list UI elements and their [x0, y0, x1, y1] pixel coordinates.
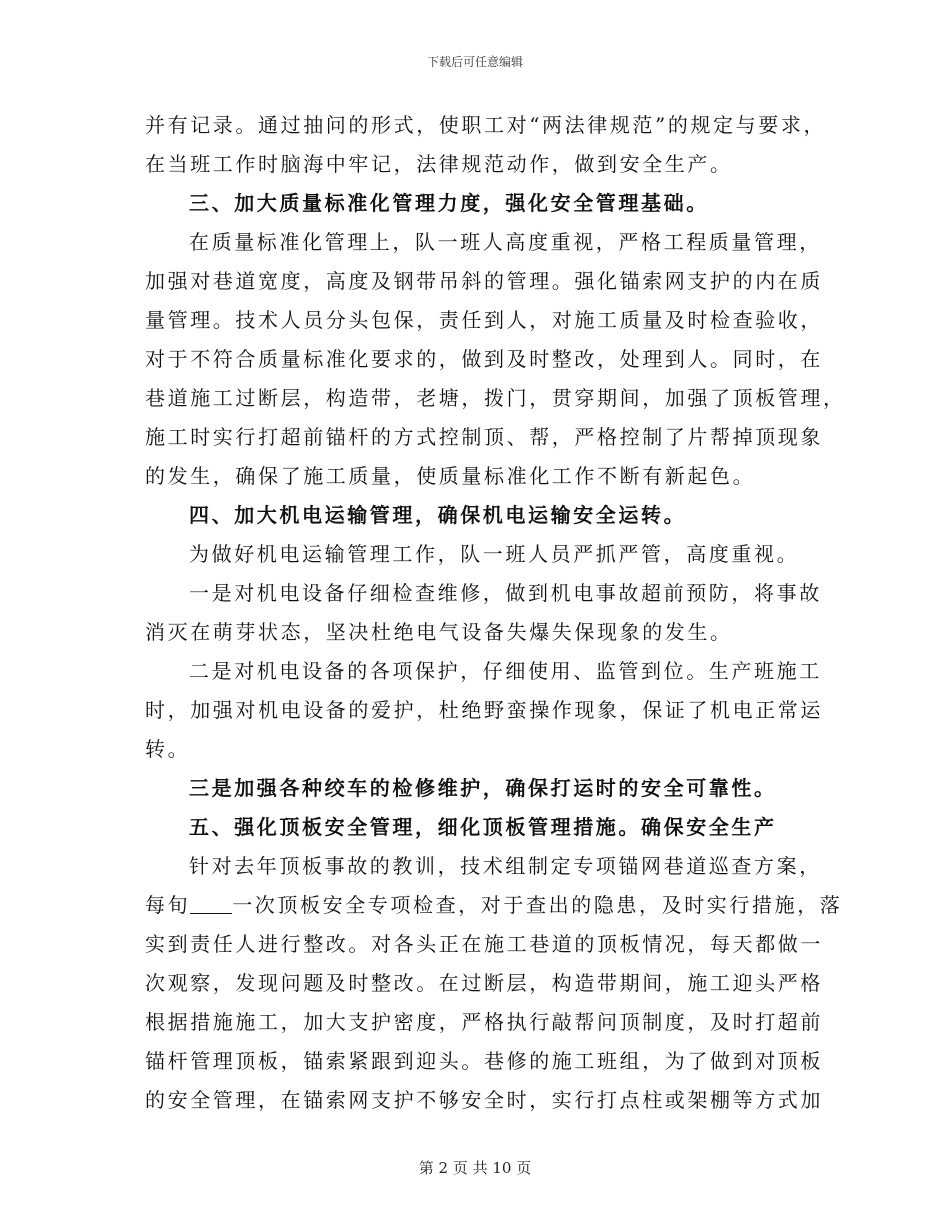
text-fragment: 一次顶板安全专项检查，对于查出的隐患，及时实行措施，落: [232, 893, 843, 917]
text-line: 为做好机电运输管理工作，队一班人员严抓严管，高度重视。: [189, 542, 800, 566]
text-line: 的安全管理，在锚索网支护不够安全时，实行打点柱或架棚等方式加: [145, 1088, 823, 1112]
section-heading: 五、强化顶板安全管理，细化顶板管理措施。确保安全生产: [189, 815, 777, 839]
text-line: 并有记录。通过抽问的形式，使职工对“两法律规范”的规定与要求，: [145, 113, 827, 137]
text-line: 巷道施工过断层，构造带，老塘，拨门，贯穿期间，加强了顶板管理，: [145, 386, 846, 410]
text-line: 在质量标准化管理上，队一班人高度重视，严格工程质量管理，: [189, 230, 822, 254]
text-line: 消灭在萌芽状态，坚决杜绝电气设备失爆失保现象的发生。: [145, 620, 733, 644]
section-heading: 三、加大质量标准化管理力度，强化安全管理基础。: [189, 191, 709, 215]
text-line: 时，加强对机电设备的爱护，杜绝野蛮操作现象，保证了机电正常运: [145, 698, 823, 722]
text-line: 在当班工作时脑海中牢记，法律规范动作，做到安全生产。: [145, 152, 733, 176]
text-line: 二是对机电设备的各项保护，仔细使用、监管到位。生产班施工: [189, 659, 822, 683]
text-line: 加强对巷道宽度，高度及钢带吊斜的管理。强化锚索网支护的内在质: [145, 269, 823, 293]
text-line: 针对去年顶板事故的教训，技术组制定专项锚网巷道巡查方案，: [189, 854, 822, 878]
text-line: 对于不符合质量标准化要求的，做到及时整改，处理到人。同时，在: [145, 347, 823, 371]
text-line: 次观察，发现问题及时整改。在过断层，构造带期间，施工迎头严格: [145, 971, 823, 995]
page-header: 下载后可任意编辑: [426, 55, 523, 69]
section-heading: 三是加强各种绞车的检修维护，确保打运时的安全可靠性。: [189, 776, 777, 800]
fill-in-blank: [190, 893, 232, 914]
page-number: 第 2 页 共 10 页: [418, 1159, 532, 1177]
text-line: 施工时实行打超前锚杆的方式控制顶、帮，严格控制了片帮掉顶现象: [145, 425, 823, 449]
document-body: [145, 106, 846, 1120]
text-line: 锚杆管理顶板，锚索紧跟到迎头。巷修的施工班组，为了做到对顶板: [145, 1049, 823, 1073]
text-line: 的发生，确保了施工质量，使质量标准化工作不断有新起色。: [145, 464, 756, 488]
text-line-with-blank: [145, 886, 843, 925]
section-heading: 四、加大机电运输管理，确保机电运输安全运转。: [189, 503, 687, 527]
text-line: 根据措施施工，加大支护密度，严格执行敲帮问顶制度，及时打超前: [145, 1010, 823, 1034]
text-line: 一是对机电设备仔细检查维修，做到机电事故超前预防，将事故: [189, 581, 822, 605]
text-line: 转。: [145, 737, 191, 761]
text-fragment: 每旬: [145, 893, 191, 917]
text-line: 实到责任人进行整改。对各头正在施工巷道的顶板情况，每天都做一: [145, 932, 823, 956]
text-line: 量管理。技术人员分头包保，责任到人，对施工质量及时检查验收，: [145, 308, 823, 332]
